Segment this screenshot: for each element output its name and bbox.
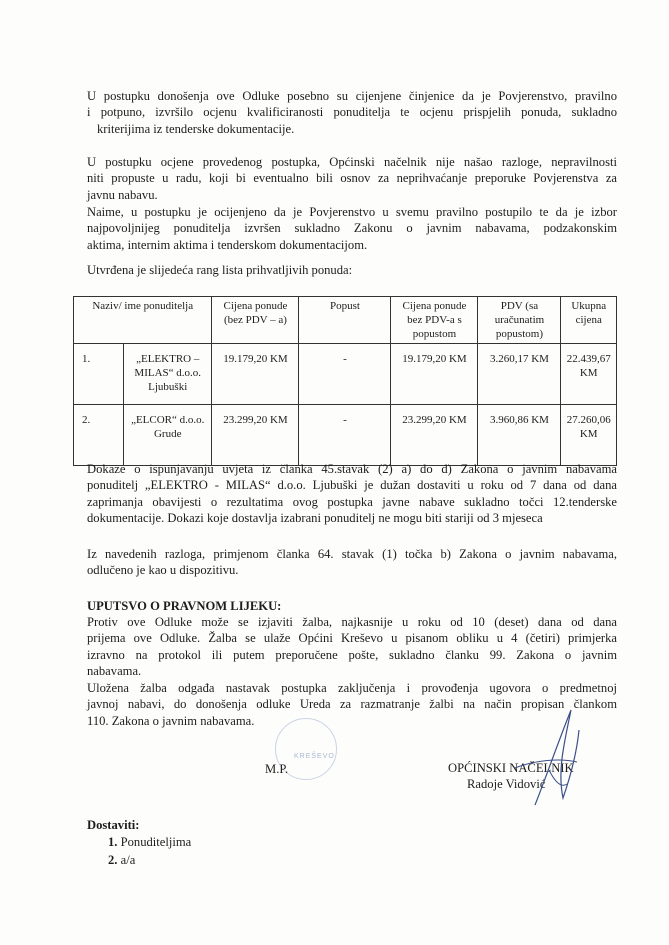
text-line: izravno na protokol ili putem preporučene pošte, sukladno članku 99. Zakona o javnim — [87, 647, 617, 662]
text-line: aktima, internim aktima i tenderskom dokumentacijom. — [87, 237, 368, 252]
text-line: ponuditelj „ELEKTRO - MILAS“ d.o.o. Ljubuški je dužan dostaviti u roku od 7 dana od dana — [87, 478, 617, 493]
header-vat: PDV (sa uračunatim popustom) — [478, 297, 561, 344]
header-price-discount: Cijena ponude bez PDV-a s popustom — [391, 297, 478, 344]
paragraph-conclusion — [87, 546, 617, 579]
list-number: 2. — [108, 853, 118, 868]
text-line: javnu nabavu. — [87, 187, 158, 202]
text-line: najpovoljnijeg ponuditelja izvršen sukladno Zakonu o javnim nabavama, podzakonskim — [87, 221, 617, 236]
text-line: Protiv ove Odluke može se izjaviti žalba, najkasnije u roku od 10 (deset) dana od dana — [87, 615, 617, 629]
list-number: 1. — [108, 835, 118, 849]
list-item — [108, 852, 638, 868]
handwritten-signature-icon — [505, 700, 585, 810]
cell-rank: 2. — [74, 405, 124, 466]
text-line: odlučeno je kao u dispozitivu. — [87, 563, 239, 578]
text-line: nabavama. — [87, 664, 142, 679]
text-line: Uložena žalba odgađa nastavak postupka zaključenja i provođenja ugovora o predmetnoj — [87, 681, 617, 695]
legal-heading: UPUTSVO O PRAVNOM LIJEKU: — [87, 599, 282, 613]
cell-total: 27.260,06 KM — [561, 405, 617, 466]
text-line: zaprimanja obavijesti o rezultatima ovog postupka javne nabave sukladno točci 12.tenderske — [87, 494, 617, 509]
table-intro: Utvrđena je slijedeća rang lista prihvatljivih ponuda: — [87, 263, 353, 277]
text-line: javnoj nabavi, do donošenja odluke Ureda za razmatranje žalbi na način propisan člankom — [87, 697, 617, 712]
paragraph-review — [87, 154, 617, 203]
table-header-row — [74, 297, 617, 344]
cell-rank: 1. — [74, 344, 124, 405]
cell-vat: 3.960,86 KM — [478, 405, 561, 466]
ranking-table — [73, 296, 617, 466]
cell-price-discount: 19.179,20 KM — [391, 344, 478, 405]
cell-vat: 3.260,17 KM — [478, 344, 561, 405]
header-total: Ukupna cijena — [561, 297, 617, 344]
mp-label: M.P. — [265, 762, 289, 776]
paragraph-evidence — [87, 461, 617, 527]
cell-discount: - — [299, 344, 391, 405]
signatory-name: Radoje Vidović — [467, 777, 546, 791]
text-line: prijema ove Odluke. Žalba se ulaže Općini Kreševo u pisanom obliku u 4 (četiri) primjerka — [87, 631, 617, 646]
cell-name: „ELEKTRO – MILAS“ d.o.o. Ljubuški — [124, 344, 212, 405]
cell-price: 23.299,20 KM — [212, 405, 299, 466]
text-line: U postupku ocjene provedenog postupka, Općinski načelnik nije našao razloge, nepravilnosti — [87, 155, 617, 169]
deliver-heading: Dostaviti: — [87, 818, 140, 832]
text-line: 110. Zakona o javnim nabavama. — [87, 713, 255, 728]
text-line: niti propuste u radu, koji bi eventualno bili osnov za neprihvaćanje preporuke Povjerenstva za — [87, 171, 617, 186]
paragraph-assessment — [87, 204, 617, 253]
paragraph-legal-remedy — [87, 614, 617, 680]
cell-name: „ELCOR“ d.o.o. Grude — [124, 405, 212, 466]
text-line: dokumentacije. Dokazi koje dostavlja izabrani ponuditelj ne mogu biti stariji od 3 mjeseca — [87, 511, 543, 526]
cell-total: 22.439,67 KM — [561, 344, 617, 405]
text-line: Naime, u postupku je ocijenjeno da je Povjerenstvo u svemu pravilno postupilo te da je izbor — [87, 205, 617, 219]
cell-price-discount: 23.299,20 KM — [391, 405, 478, 466]
header-price: Cijena ponude (bez PDV – a) — [212, 297, 299, 344]
header-discount: Popust — [299, 297, 391, 344]
text-line: Iz navedenih razloga, primjenom članka 64. stavak (1) točka b) Zakona o javnim nabavama, — [87, 547, 617, 561]
signatory-title: OPĆINSKI NAČELNIK — [448, 761, 574, 775]
list-text: a/a — [120, 853, 136, 868]
list-item — [108, 834, 638, 850]
list-text: Ponuditeljima — [120, 835, 192, 849]
table-row — [74, 405, 617, 466]
table-row — [74, 344, 617, 405]
text-line: Dokaze o ispunjavanju uvjeta iz članka 45.stavak (2) a) do d) Zakona o javnim nabavama — [87, 462, 617, 476]
text-line: U postupku donošenja ove Odluke posebno su cijenjene činjenice da je Povjerenstvo, pravilno — [87, 89, 617, 103]
text-line: kriterijima iz tenderske dokumentacije. — [97, 121, 295, 136]
text-line: i potpuno, izvršilo ocjenu kvalificiranosti ponuditelja te ocjenu prispjelih ponuda, sukladno — [87, 105, 617, 120]
deliver-list — [108, 834, 638, 869]
seal-text: KREŠEVO — [294, 753, 335, 760]
cell-price: 19.179,20 KM — [212, 344, 299, 405]
header-name: Naziv/ ime ponuditelja — [74, 297, 212, 344]
cell-discount: - — [299, 405, 391, 466]
paragraph-evaluation — [87, 88, 617, 137]
